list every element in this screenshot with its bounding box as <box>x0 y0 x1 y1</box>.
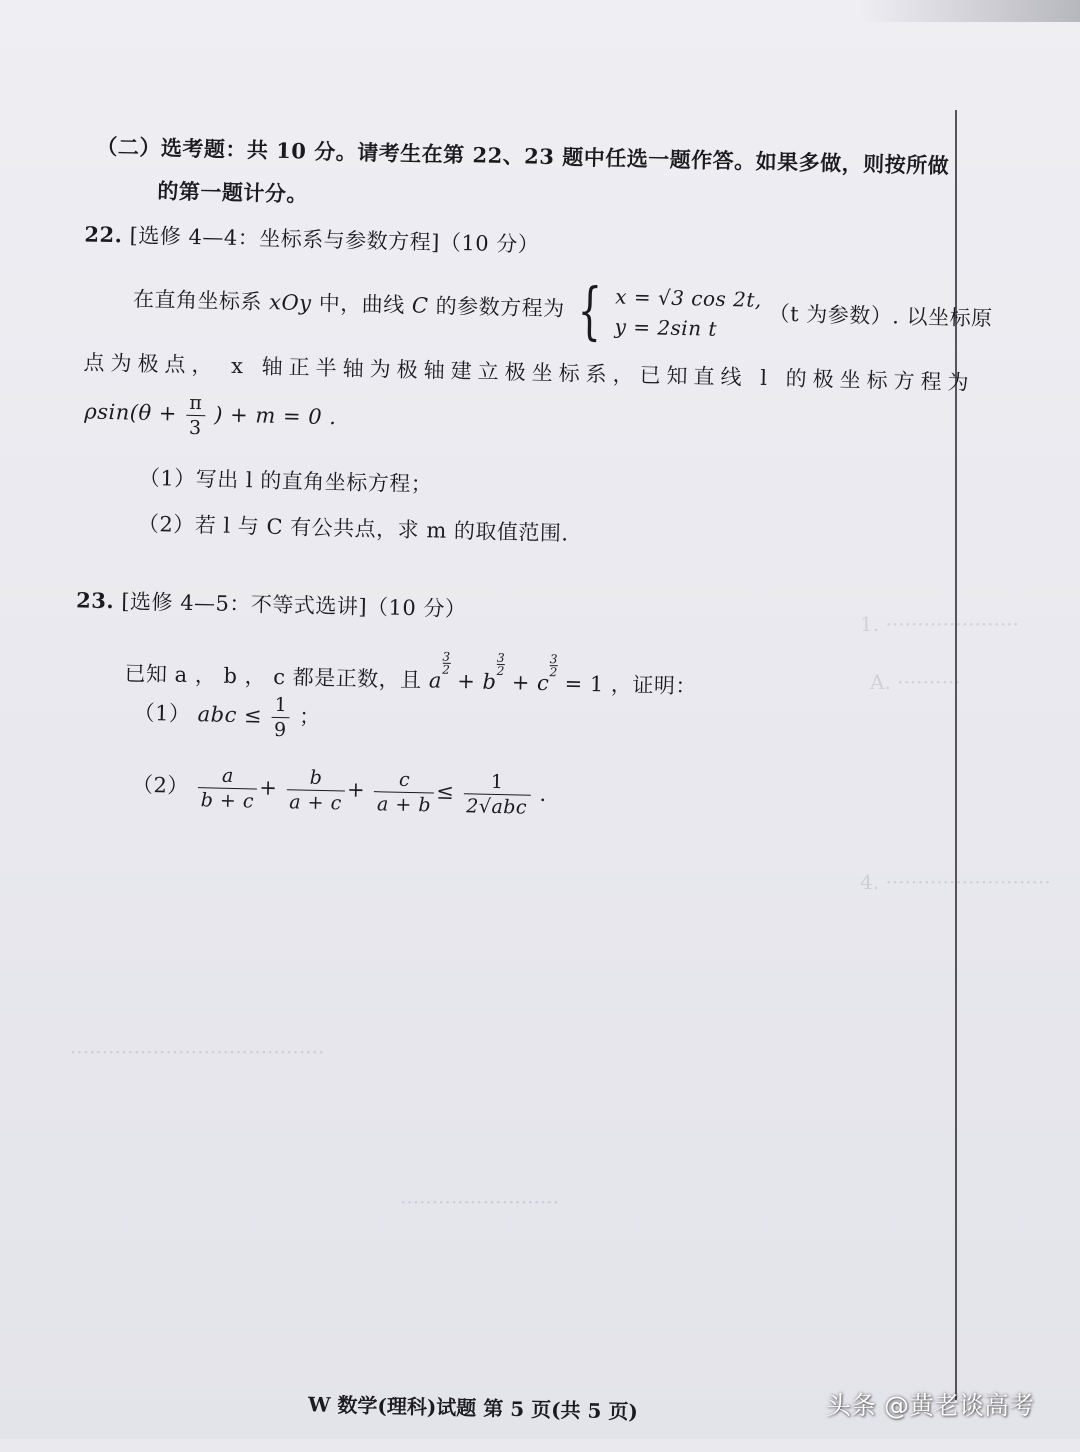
frac-num: π <box>186 391 206 416</box>
q22-param-system <box>614 282 762 345</box>
q23-part2: （2） $\frac{a}{b + c}$ + $\frac{b}{a + c}$ + $\frac{c}{a + b}$ ≤ $\frac{1}{\text{2√abc}}$ . <box>131 764 548 819</box>
q23-given: 已知 a ， b ， c 都是正数，且 a $\frac{3}{2} + b$ $\frac{3}{2} + c$ $\frac{3}{2} = 1$ ，证明： <box>124 649 698 699</box>
q22-polar-eq <box>84 389 337 444</box>
q23-part1 <box>133 690 321 743</box>
q22-intro-b: 中，曲线 <box>318 291 406 318</box>
exp-den: 2 <box>496 663 506 679</box>
q23-title: [选修 4—5：不等式选讲]（10 分） <box>121 589 467 622</box>
q22-curve-c: C <box>411 293 429 318</box>
frac-num: 1 <box>464 769 531 796</box>
q23-c-power: c $\frac{3}{2}$ <box>536 652 559 696</box>
q23-number: 23. <box>75 587 115 614</box>
q22-header <box>84 218 539 258</box>
bleed-through: ························· <box>400 1190 559 1214</box>
q22-intro-e: （t 为参数）. 以坐标原 <box>768 301 993 331</box>
exp-num: 3 <box>442 649 451 664</box>
frac-num: 1 <box>271 693 290 718</box>
q23-header <box>76 584 467 623</box>
q22-intro <box>132 270 993 351</box>
frac-den: b + c <box>200 789 255 813</box>
frac-b <box>286 765 346 815</box>
frac-den: a + c <box>289 791 342 815</box>
exp-den: 2 <box>442 662 451 677</box>
watermark: 头条 @黄老谈高考 <box>826 1391 1034 1420</box>
q23-part1-expr: abc ≤ <box>197 702 263 728</box>
page-footer: W 数学(理科)试题 第 5 页(共 5 页) <box>307 1392 639 1424</box>
frac-num: a <box>198 763 258 789</box>
q22-part2: （2）若 l 与 C 有公共点，求 m 的取值范围. <box>137 511 569 546</box>
q23-part1-label: （1） <box>133 700 191 726</box>
exp-num: 3 <box>496 650 506 666</box>
frac-a <box>197 763 257 813</box>
bleed-through: A. ·········· <box>870 670 961 694</box>
q22-part1: （1）写出 l 的直角坐标方程； <box>138 465 433 497</box>
frac-num: c <box>374 767 435 793</box>
q23-part2-end: . <box>539 781 548 807</box>
exp-num: 3 <box>549 652 559 667</box>
brace-symbol: { <box>576 273 603 348</box>
q23-part1-end: ； <box>298 704 321 729</box>
section-heading: （二）选考题：共 10 分。请考生在第 22、23 题中任选一题作答。如果多做，则按所做 <box>96 133 950 179</box>
q22-eq2: y = 2sin t <box>614 314 718 341</box>
q22-intro-a: 在直角坐标系 <box>132 287 263 314</box>
q23-b-power: b $\frac{3}{2}$ <box>482 650 506 694</box>
bleed-through: 1. ····················· <box>860 612 1019 636</box>
frac-den: a + b <box>376 793 432 817</box>
bleed-through: ········································ <box>70 1040 325 1064</box>
q22-eq1: x = √3 cos 2t, <box>615 284 763 312</box>
q23-part2-label: （2） <box>131 772 190 798</box>
frac-den: 9 <box>273 718 287 742</box>
pi-over-3 <box>185 391 205 440</box>
q22-polar-a: ρsin(θ + <box>84 399 178 426</box>
frac-c <box>374 767 435 817</box>
bleed-through: 4. ·························· <box>860 870 1051 894</box>
one-ninth <box>271 693 291 742</box>
q22-polar-b: ) + m = 0 . <box>213 402 337 430</box>
q22-line2: 点为极点， x 轴正半轴为极轴建立极坐标系，已知直线 l 的极坐标方程为 <box>83 350 975 395</box>
section-heading-cont: 的第一题计分。 <box>157 178 309 207</box>
frac-den: 3 <box>188 416 202 440</box>
frac-num: b <box>287 765 346 791</box>
q23-given-b: = 1 ，证明： <box>564 671 698 699</box>
q22-number: 22. <box>84 221 123 248</box>
frac-den: 2√abc <box>466 795 528 819</box>
q22-intro-d: 的参数方程为 <box>435 293 565 321</box>
exp-den: 2 <box>549 665 558 680</box>
q23-given-a: 已知 a ， b ， c 都是正数，且 <box>124 661 422 693</box>
q22-xoy: xOy <box>268 290 312 316</box>
frac-rhs <box>463 769 531 820</box>
q23-a-power: a $\frac{3}{2}$ <box>428 649 451 693</box>
q22-title: [选修 4—4：坐标系与参数方程]（10 分） <box>129 223 540 257</box>
